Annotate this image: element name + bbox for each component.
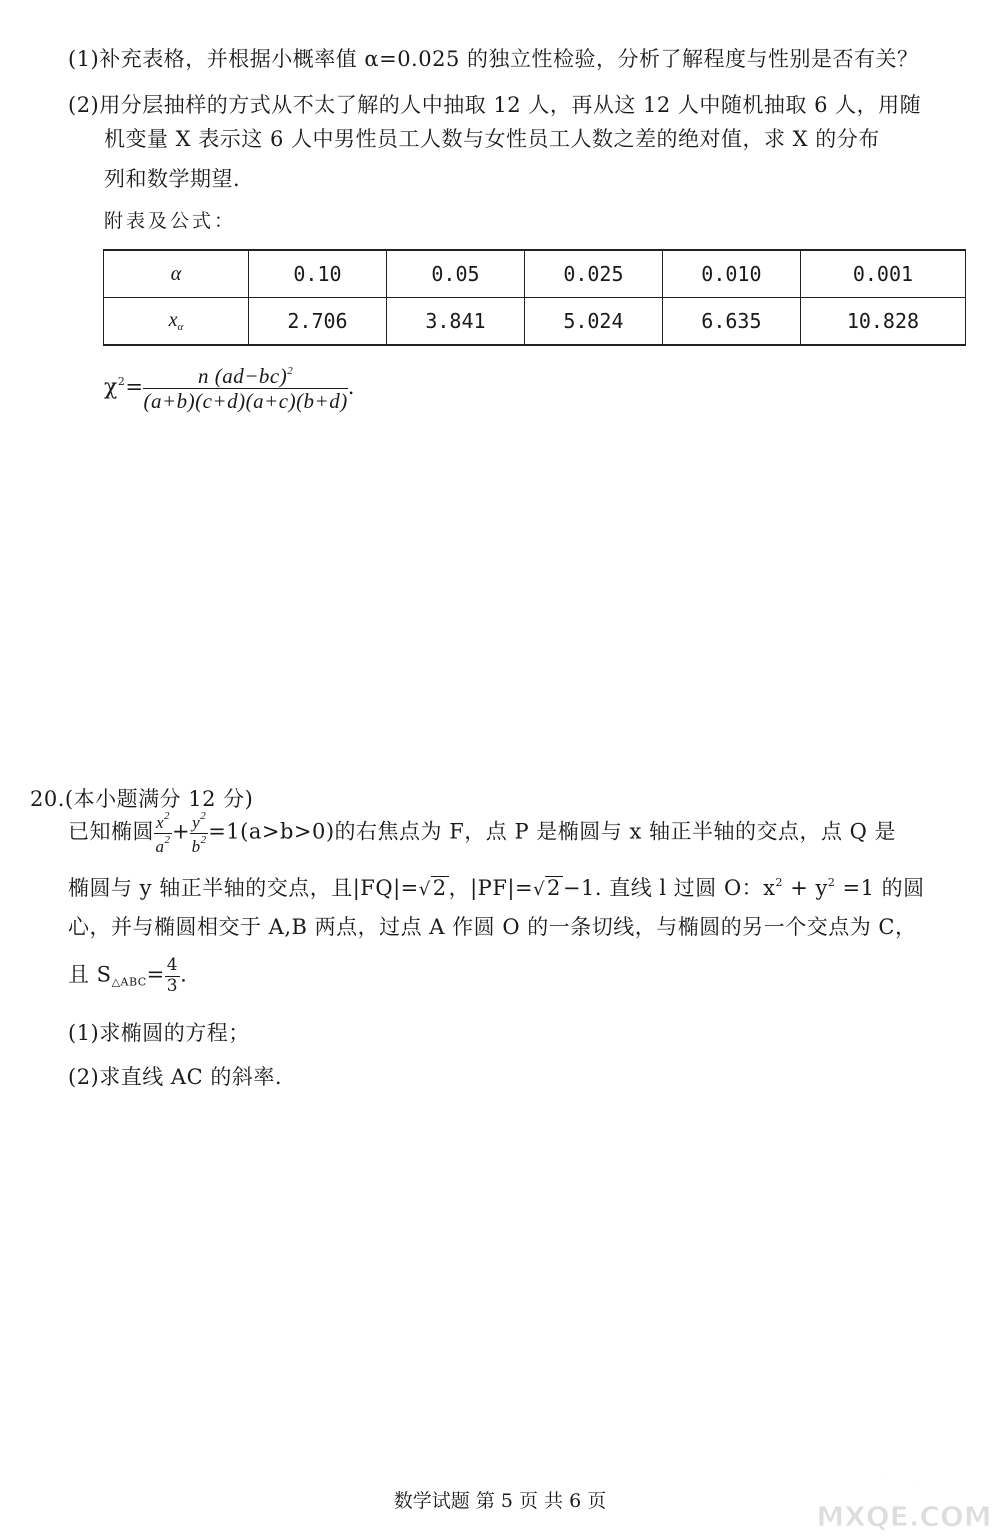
table-cell: 2.706 <box>249 298 387 346</box>
table-header-alpha: α <box>104 250 249 298</box>
table-cell: 0.001 <box>800 250 965 298</box>
q20-heading: 20.(本小题满分 12 分) <box>30 787 254 811</box>
page-footer: 数学试题 第 5 页 共 6 页 <box>393 1490 607 1512</box>
q20-line2: 椭圆与 y 轴正半轴的交点，且|FQ|=√2，|PF|=√2−1. 直线 l 过圆 O：$x^2 + y^2 =1$ 的圆 <box>68 876 925 900</box>
table-header-x-alpha: $x_\alpha$ <box>104 298 249 346</box>
q20-part1: (1)求椭圆的方程； <box>68 1021 250 1045</box>
q19-part2-line3: 列和数学期望. <box>104 167 241 191</box>
q20-line1: 已知椭圆 $\frac{x^2}{a^2}$ + $\frac{y^2}{b^2}$ =1(a>b>0)的右焦点为 F，点 P 是椭圆与 x 轴正半轴的交点，点 Q 是 <box>68 810 897 856</box>
area-fraction: $\frac{4}{3}$ <box>166 955 179 996</box>
appendix-label: 附表及公式： <box>104 210 237 232</box>
critical-value-table <box>103 249 966 346</box>
table-cell: 0.025 <box>524 250 662 298</box>
q20-part2: (2)求直线 AC 的斜率. <box>68 1065 283 1089</box>
chi-square-fraction: $\frac{n (ad-bc)^2}{(a+b)(c+d)(a+c)(b+d)}$ <box>143 364 348 414</box>
x-over-a-fraction: $\frac{x^2}{a^2}$ <box>155 810 171 856</box>
q19-part2-line1: (2)用分层抽样的方式从不太了解的人中抽取 12 人，再从这 12 人中随机抽取 6 人，用随 <box>68 93 922 117</box>
watermark-logo <box>814 1444 994 1534</box>
q20-line3: 心，并与椭圆相交于 A,B 两点，过点 A 作圆 O 的一条切线，与椭圆的另一个交点为 C， <box>68 915 917 939</box>
table-cell: 0.10 <box>249 250 387 298</box>
table-row-alpha <box>104 250 966 298</box>
q19-part1: (1)补充表格，并根据小概率值 α=0.025 的独立性检验，分析了解程度与性别是否有关？ <box>68 47 919 71</box>
watermark-bottom-text: MXQE.COM <box>816 1500 992 1533</box>
chi-square-formula: $\chi^2=$ $\frac{n (ad-bc)^2}{(a+b)(c+d)(a+c)(b+d)}$ . <box>104 364 355 414</box>
q20-line4: 且 $S_{\triangle ABC}=$ $\frac{4}{3}$ . <box>68 955 188 996</box>
table-cell: 6.635 <box>662 298 800 346</box>
table-cell: 10.828 <box>800 298 965 346</box>
table-row-critical <box>104 298 966 346</box>
q19-part2-line2: 机变量 X 表示这 6 人中男性员工人数与女性员工人数之差的绝对值，求 X 的分布 <box>104 127 880 151</box>
watermark-top-text: 答案圈 <box>849 1454 959 1495</box>
table-cell: 0.05 <box>386 250 524 298</box>
table-cell: 5.024 <box>524 298 662 346</box>
y-over-b-fraction: $\frac{y^2}{b^2}$ <box>191 810 207 856</box>
table-cell: 0.010 <box>662 250 800 298</box>
table-cell: 3.841 <box>386 298 524 346</box>
